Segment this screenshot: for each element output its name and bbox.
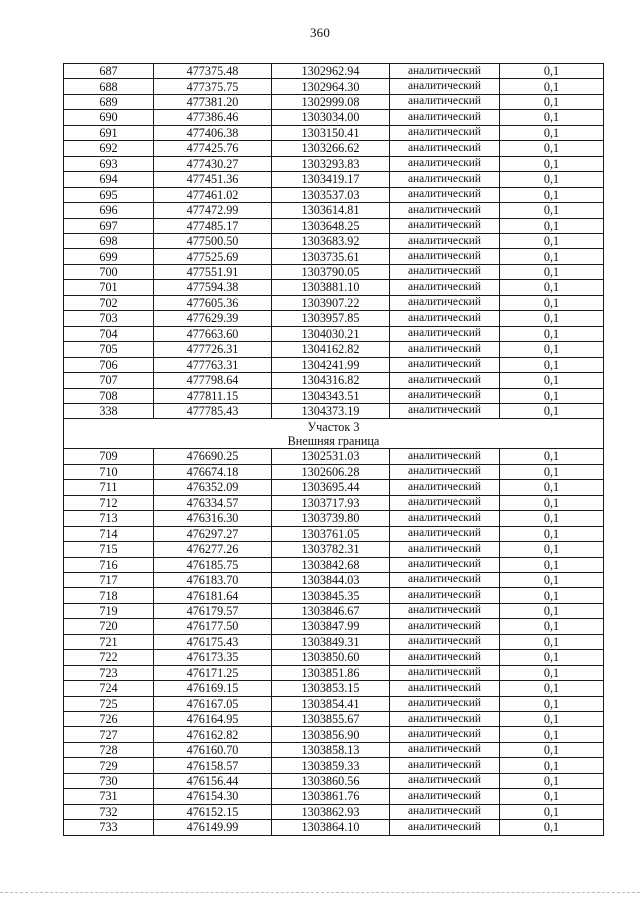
method-cell: аналитический [390, 187, 500, 202]
x-coordinate-cell: 476162.82 [154, 727, 272, 742]
x-coordinate-cell: 476167.05 [154, 696, 272, 711]
x-coordinate-cell: 476173.35 [154, 650, 272, 665]
method-cell: аналитический [390, 156, 500, 171]
y-coordinate-cell: 1302962.94 [272, 64, 390, 79]
point-number-cell: 705 [64, 342, 154, 357]
method-cell: аналитический [390, 634, 500, 649]
method-cell: аналитический [390, 311, 500, 326]
point-number-cell: 717 [64, 572, 154, 587]
accuracy-cell: 0,1 [500, 712, 604, 727]
method-cell: аналитический [390, 511, 500, 526]
table-row [64, 156, 604, 171]
section-heading [64, 419, 604, 449]
accuracy-cell: 0,1 [500, 727, 604, 742]
y-coordinate-cell: 1303859.33 [272, 758, 390, 773]
x-coordinate-cell: 476297.27 [154, 526, 272, 541]
y-coordinate-cell: 1303034.00 [272, 110, 390, 125]
y-coordinate-cell: 1303761.05 [272, 526, 390, 541]
accuracy-cell: 0,1 [500, 388, 604, 403]
table-row [64, 557, 604, 572]
accuracy-cell: 0,1 [500, 650, 604, 665]
table-row [64, 357, 604, 372]
point-number-cell: 708 [64, 388, 154, 403]
table-row [64, 141, 604, 156]
x-coordinate-cell: 476185.75 [154, 557, 272, 572]
point-number-cell: 729 [64, 758, 154, 773]
point-number-cell: 728 [64, 742, 154, 757]
x-coordinate-cell: 477798.64 [154, 373, 272, 388]
x-coordinate-cell: 477425.76 [154, 141, 272, 156]
accuracy-cell: 0,1 [500, 326, 604, 341]
method-cell: аналитический [390, 64, 500, 79]
x-coordinate-cell: 476164.95 [154, 712, 272, 727]
table-row [64, 712, 604, 727]
y-coordinate-cell: 1303856.90 [272, 727, 390, 742]
table-row [64, 373, 604, 388]
point-number-cell: 731 [64, 789, 154, 804]
table-row [64, 464, 604, 479]
table-row [64, 804, 604, 819]
x-coordinate-cell: 477472.99 [154, 203, 272, 218]
table-row [64, 64, 604, 79]
table-row [64, 110, 604, 125]
point-number-cell: 723 [64, 665, 154, 680]
method-cell: аналитический [390, 665, 500, 680]
table-row [64, 758, 604, 773]
table-row [64, 542, 604, 557]
point-number-cell: 724 [64, 681, 154, 696]
y-coordinate-cell: 1304162.82 [272, 342, 390, 357]
table-row [64, 233, 604, 248]
x-coordinate-cell: 476334.57 [154, 495, 272, 510]
table-row [64, 495, 604, 510]
accuracy-cell: 0,1 [500, 804, 604, 819]
method-cell: аналитический [390, 449, 500, 464]
method-cell: аналитический [390, 218, 500, 233]
point-number-cell: 693 [64, 156, 154, 171]
accuracy-cell: 0,1 [500, 218, 604, 233]
x-coordinate-cell: 476169.15 [154, 681, 272, 696]
accuracy-cell: 0,1 [500, 357, 604, 372]
accuracy-cell: 0,1 [500, 156, 604, 171]
method-cell: аналитический [390, 280, 500, 295]
y-coordinate-cell: 1303851.86 [272, 665, 390, 680]
point-number-cell: 692 [64, 141, 154, 156]
table-row [64, 480, 604, 495]
point-number-cell: 689 [64, 94, 154, 109]
x-coordinate-cell: 477551.91 [154, 264, 272, 279]
table-row [64, 619, 604, 634]
x-coordinate-cell: 477629.39 [154, 311, 272, 326]
x-coordinate-cell: 477430.27 [154, 156, 272, 171]
accuracy-cell: 0,1 [500, 542, 604, 557]
y-coordinate-cell: 1303845.35 [272, 588, 390, 603]
x-coordinate-cell: 477461.02 [154, 187, 272, 202]
y-coordinate-cell: 1303861.76 [272, 789, 390, 804]
method-cell: аналитический [390, 712, 500, 727]
point-number-cell: 702 [64, 295, 154, 310]
point-number-cell: 338 [64, 403, 154, 418]
x-coordinate-cell: 477594.38 [154, 280, 272, 295]
method-cell: аналитический [390, 588, 500, 603]
method-cell: аналитический [390, 727, 500, 742]
y-coordinate-cell: 1304316.82 [272, 373, 390, 388]
method-cell: аналитический [390, 125, 500, 140]
method-cell: аналитический [390, 110, 500, 125]
table-row [64, 820, 604, 835]
y-coordinate-cell: 1303853.15 [272, 681, 390, 696]
table-row [64, 295, 604, 310]
method-cell: аналитический [390, 681, 500, 696]
point-number-cell: 730 [64, 773, 154, 788]
point-number-cell: 710 [64, 464, 154, 479]
method-cell: аналитический [390, 495, 500, 510]
point-number-cell: 700 [64, 264, 154, 279]
y-coordinate-cell: 1303842.68 [272, 557, 390, 572]
y-coordinate-cell: 1303862.93 [272, 804, 390, 819]
accuracy-cell: 0,1 [500, 264, 604, 279]
y-coordinate-cell: 1303782.31 [272, 542, 390, 557]
method-cell: аналитический [390, 464, 500, 479]
point-number-cell: 714 [64, 526, 154, 541]
method-cell: аналитический [390, 619, 500, 634]
y-coordinate-cell: 1303648.25 [272, 218, 390, 233]
point-number-cell: 721 [64, 634, 154, 649]
accuracy-cell: 0,1 [500, 373, 604, 388]
y-coordinate-cell: 1303844.03 [272, 572, 390, 587]
table-row [64, 403, 604, 418]
coordinates-table [63, 63, 604, 836]
x-coordinate-cell: 476175.43 [154, 634, 272, 649]
accuracy-cell: 0,1 [500, 403, 604, 418]
y-coordinate-cell: 1303717.93 [272, 495, 390, 510]
table-row [64, 388, 604, 403]
accuracy-cell: 0,1 [500, 141, 604, 156]
accuracy-cell: 0,1 [500, 449, 604, 464]
method-cell: аналитический [390, 742, 500, 757]
method-cell: аналитический [390, 295, 500, 310]
accuracy-cell: 0,1 [500, 758, 604, 773]
x-coordinate-cell: 476160.70 [154, 742, 272, 757]
x-coordinate-cell: 477381.20 [154, 94, 272, 109]
table-row [64, 789, 604, 804]
y-coordinate-cell: 1302531.03 [272, 449, 390, 464]
method-cell: аналитический [390, 789, 500, 804]
x-coordinate-cell: 477525.69 [154, 249, 272, 264]
y-coordinate-cell: 1303683.92 [272, 233, 390, 248]
x-coordinate-cell: 476179.57 [154, 603, 272, 618]
x-coordinate-cell: 477406.38 [154, 125, 272, 140]
accuracy-cell: 0,1 [500, 557, 604, 572]
y-coordinate-cell: 1303907.22 [272, 295, 390, 310]
y-coordinate-cell: 1303293.83 [272, 156, 390, 171]
y-coordinate-cell: 1303855.67 [272, 712, 390, 727]
accuracy-cell: 0,1 [500, 603, 604, 618]
table-row [64, 449, 604, 464]
accuracy-cell: 0,1 [500, 572, 604, 587]
x-coordinate-cell: 476690.25 [154, 449, 272, 464]
method-cell: аналитический [390, 542, 500, 557]
x-coordinate-cell: 477375.75 [154, 79, 272, 94]
point-number-cell: 711 [64, 480, 154, 495]
accuracy-cell: 0,1 [500, 495, 604, 510]
y-coordinate-cell: 1304241.99 [272, 357, 390, 372]
scan-edge-line [0, 892, 640, 893]
x-coordinate-cell: 476316.30 [154, 511, 272, 526]
accuracy-cell: 0,1 [500, 773, 604, 788]
table-row [64, 125, 604, 140]
point-number-cell: 706 [64, 357, 154, 372]
x-coordinate-cell: 476177.50 [154, 619, 272, 634]
method-cell: аналитический [390, 357, 500, 372]
point-number-cell: 716 [64, 557, 154, 572]
y-coordinate-cell: 1303695.44 [272, 480, 390, 495]
table-row [64, 650, 604, 665]
point-number-cell: 727 [64, 727, 154, 742]
point-number-cell: 695 [64, 187, 154, 202]
accuracy-cell: 0,1 [500, 187, 604, 202]
point-number-cell: 696 [64, 203, 154, 218]
y-coordinate-cell: 1303846.67 [272, 603, 390, 618]
method-cell: аналитический [390, 388, 500, 403]
x-coordinate-cell: 477811.15 [154, 388, 272, 403]
x-coordinate-cell: 477485.17 [154, 218, 272, 233]
method-cell: аналитический [390, 650, 500, 665]
x-coordinate-cell: 476171.25 [154, 665, 272, 680]
point-number-cell: 694 [64, 172, 154, 187]
accuracy-cell: 0,1 [500, 125, 604, 140]
table-row [64, 588, 604, 603]
x-coordinate-cell: 476149.99 [154, 820, 272, 835]
accuracy-cell: 0,1 [500, 619, 604, 634]
method-cell: аналитический [390, 249, 500, 264]
table-row [64, 326, 604, 341]
x-coordinate-cell: 477375.48 [154, 64, 272, 79]
y-coordinate-cell: 1302606.28 [272, 464, 390, 479]
point-number-cell: 707 [64, 373, 154, 388]
y-coordinate-cell: 1303850.60 [272, 650, 390, 665]
point-number-cell: 712 [64, 495, 154, 510]
point-number-cell: 691 [64, 125, 154, 140]
table-row [64, 280, 604, 295]
method-cell: аналитический [390, 141, 500, 156]
point-number-cell: 722 [64, 650, 154, 665]
accuracy-cell: 0,1 [500, 233, 604, 248]
x-coordinate-cell: 477785.43 [154, 403, 272, 418]
point-number-cell: 704 [64, 326, 154, 341]
point-number-cell: 726 [64, 712, 154, 727]
table-row [64, 572, 604, 587]
accuracy-cell: 0,1 [500, 526, 604, 541]
x-coordinate-cell: 477605.36 [154, 295, 272, 310]
method-cell: аналитический [390, 557, 500, 572]
y-coordinate-cell: 1303858.13 [272, 742, 390, 757]
table-row [64, 187, 604, 202]
method-cell: аналитический [390, 820, 500, 835]
accuracy-cell: 0,1 [500, 311, 604, 326]
method-cell: аналитический [390, 804, 500, 819]
method-cell: аналитический [390, 773, 500, 788]
x-coordinate-cell: 476181.64 [154, 588, 272, 603]
accuracy-cell: 0,1 [500, 634, 604, 649]
table-row [64, 681, 604, 696]
accuracy-cell: 0,1 [500, 681, 604, 696]
table-row [64, 511, 604, 526]
table-row [64, 342, 604, 357]
accuracy-cell: 0,1 [500, 94, 604, 109]
y-coordinate-cell: 1303864.10 [272, 820, 390, 835]
point-number-cell: 701 [64, 280, 154, 295]
y-coordinate-cell: 1304373.19 [272, 403, 390, 418]
point-number-cell: 733 [64, 820, 154, 835]
point-number-cell: 709 [64, 449, 154, 464]
method-cell: аналитический [390, 233, 500, 248]
accuracy-cell: 0,1 [500, 480, 604, 495]
x-coordinate-cell: 476154.30 [154, 789, 272, 804]
table-row [64, 218, 604, 233]
x-coordinate-cell: 476152.15 [154, 804, 272, 819]
y-coordinate-cell: 1303881.10 [272, 280, 390, 295]
method-cell: аналитический [390, 172, 500, 187]
y-coordinate-cell: 1303790.05 [272, 264, 390, 279]
table-row [64, 742, 604, 757]
x-coordinate-cell: 477663.60 [154, 326, 272, 341]
x-coordinate-cell: 476183.70 [154, 572, 272, 587]
y-coordinate-cell: 1304030.21 [272, 326, 390, 341]
accuracy-cell: 0,1 [500, 665, 604, 680]
table-row [64, 249, 604, 264]
y-coordinate-cell: 1303537.03 [272, 187, 390, 202]
x-coordinate-cell: 476156.44 [154, 773, 272, 788]
point-number-cell: 697 [64, 218, 154, 233]
x-coordinate-cell: 477726.31 [154, 342, 272, 357]
y-coordinate-cell: 1303419.17 [272, 172, 390, 187]
point-number-cell: 688 [64, 79, 154, 94]
table-row [64, 727, 604, 742]
point-number-cell: 687 [64, 64, 154, 79]
y-coordinate-cell: 1303957.85 [272, 311, 390, 326]
x-coordinate-cell: 476158.57 [154, 758, 272, 773]
point-number-cell: 703 [64, 311, 154, 326]
accuracy-cell: 0,1 [500, 588, 604, 603]
accuracy-cell: 0,1 [500, 696, 604, 711]
x-coordinate-cell: 477500.50 [154, 233, 272, 248]
accuracy-cell: 0,1 [500, 64, 604, 79]
method-cell: аналитический [390, 480, 500, 495]
y-coordinate-cell: 1304343.51 [272, 388, 390, 403]
point-number-cell: 698 [64, 233, 154, 248]
rows-before-section [64, 64, 604, 419]
y-coordinate-cell: 1303735.61 [272, 249, 390, 264]
rows-after-section [64, 449, 604, 835]
point-number-cell: 699 [64, 249, 154, 264]
method-cell: аналитический [390, 403, 500, 418]
section-title: Участок 3 [64, 419, 604, 434]
method-cell: аналитический [390, 326, 500, 341]
method-cell: аналитический [390, 264, 500, 279]
x-coordinate-cell: 477763.31 [154, 357, 272, 372]
point-number-cell: 720 [64, 619, 154, 634]
method-cell: аналитический [390, 526, 500, 541]
method-cell: аналитический [390, 696, 500, 711]
x-coordinate-cell: 477451.36 [154, 172, 272, 187]
accuracy-cell: 0,1 [500, 511, 604, 526]
y-coordinate-cell: 1303614.81 [272, 203, 390, 218]
method-cell: аналитический [390, 373, 500, 388]
table-row [64, 665, 604, 680]
point-number-cell: 713 [64, 511, 154, 526]
table-row [64, 172, 604, 187]
method-cell: аналитический [390, 342, 500, 357]
method-cell: аналитический [390, 203, 500, 218]
point-number-cell: 690 [64, 110, 154, 125]
point-number-cell: 719 [64, 603, 154, 618]
method-cell: аналитический [390, 758, 500, 773]
accuracy-cell: 0,1 [500, 110, 604, 125]
page-number: 360 [309, 25, 331, 40]
y-coordinate-cell: 1303854.41 [272, 696, 390, 711]
x-coordinate-cell: 477386.46 [154, 110, 272, 125]
y-coordinate-cell: 1303739.80 [272, 511, 390, 526]
y-coordinate-cell: 1302999.08 [272, 94, 390, 109]
y-coordinate-cell: 1303150.41 [272, 125, 390, 140]
accuracy-cell: 0,1 [500, 464, 604, 479]
accuracy-cell: 0,1 [500, 342, 604, 357]
point-number-cell: 732 [64, 804, 154, 819]
x-coordinate-cell: 476352.09 [154, 480, 272, 495]
accuracy-cell: 0,1 [500, 203, 604, 218]
point-number-cell: 715 [64, 542, 154, 557]
point-number-cell: 725 [64, 696, 154, 711]
accuracy-cell: 0,1 [500, 820, 604, 835]
method-cell: аналитический [390, 79, 500, 94]
accuracy-cell: 0,1 [500, 172, 604, 187]
table-row [64, 264, 604, 279]
y-coordinate-cell: 1303266.62 [272, 141, 390, 156]
table-row [64, 79, 604, 94]
y-coordinate-cell: 1303860.56 [272, 773, 390, 788]
table-row [64, 634, 604, 649]
x-coordinate-cell: 476674.18 [154, 464, 272, 479]
table-row [64, 603, 604, 618]
method-cell: аналитический [390, 603, 500, 618]
accuracy-cell: 0,1 [500, 280, 604, 295]
accuracy-cell: 0,1 [500, 295, 604, 310]
y-coordinate-cell: 1302964.30 [272, 79, 390, 94]
method-cell: аналитический [390, 572, 500, 587]
method-cell: аналитический [390, 94, 500, 109]
accuracy-cell: 0,1 [500, 249, 604, 264]
x-coordinate-cell: 476277.26 [154, 542, 272, 557]
y-coordinate-cell: 1303849.31 [272, 634, 390, 649]
accuracy-cell: 0,1 [500, 789, 604, 804]
table-row [64, 696, 604, 711]
point-number-cell: 718 [64, 588, 154, 603]
table-row [64, 94, 604, 109]
table-row [64, 773, 604, 788]
table-row [64, 203, 604, 218]
accuracy-cell: 0,1 [500, 79, 604, 94]
section-subtitle: Внешняя граница [64, 434, 604, 449]
table-row [64, 311, 604, 326]
y-coordinate-cell: 1303847.99 [272, 619, 390, 634]
table-row [64, 526, 604, 541]
accuracy-cell: 0,1 [500, 742, 604, 757]
